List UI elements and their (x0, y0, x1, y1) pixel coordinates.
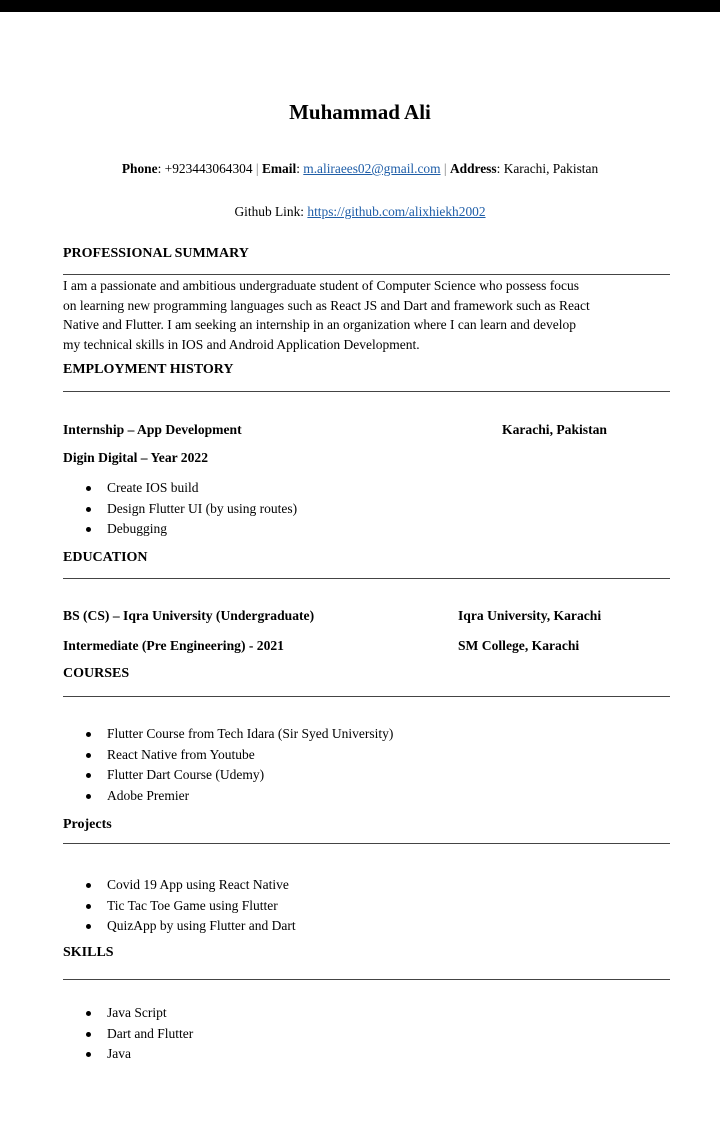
projects-rule (63, 843, 670, 844)
education-degree: BS (CS) – Iqra University (Undergraduate) (63, 608, 315, 623)
employment-role: Internship – App Development (63, 422, 242, 437)
skills-rule (63, 979, 670, 980)
github-link[interactable]: https://github.com/alixhiekh2002 (307, 204, 486, 219)
summary-line: my technical skills in IOS and Android Application Development. (63, 336, 420, 352)
email-label: Email (261, 161, 297, 176)
summary-line: on learning new programming languages such as React JS and Dart and framework such as React (63, 297, 590, 313)
phone-value: +923443064304 (164, 161, 253, 176)
education-institution: Iqra University, Karachi (458, 608, 602, 623)
skills-list (63, 1003, 193, 1065)
summary-paragraph (63, 276, 670, 354)
github-label: Github Link: (234, 204, 305, 219)
projects-list (63, 875, 296, 937)
list-item: Design Flutter UI (by using routes) (63, 499, 297, 520)
courses-heading: COURSES (63, 666, 130, 681)
skills-heading: SKILLS (63, 945, 114, 960)
github-line (0, 204, 720, 220)
list-item: Adobe Premier (63, 786, 393, 807)
list-item: Java (63, 1044, 193, 1065)
list-item: Dart and Flutter (63, 1024, 193, 1045)
resume-name: Muhammad Ali (289, 100, 431, 124)
courses-list (63, 724, 393, 806)
list-item: QuizApp by using Flutter and Dart (63, 916, 296, 937)
list-item: Java Script (63, 1003, 193, 1024)
employment-company: Digin Digital – Year 2022 (63, 450, 208, 465)
education-institution: SM College, Karachi (458, 638, 580, 653)
list-item: React Native from Youtube (63, 745, 393, 766)
courses-rule (63, 696, 670, 697)
employment-location: Karachi, Pakistan (502, 422, 607, 437)
employment-rule (63, 391, 670, 392)
summary-line: I am a passionate and ambitious undergraduate student of Computer Science who possess focus (63, 278, 580, 293)
summary-line: Native and Flutter. I am seeking an internship in an organization where I can learn and develop (63, 317, 576, 333)
address-label: Address (449, 161, 497, 176)
summary-rule (63, 274, 670, 275)
education-rule (63, 578, 670, 579)
address-value: Karachi, Pakistan (503, 161, 599, 176)
education-degree: Intermediate (Pre Engineering) - 2021 (63, 638, 284, 653)
employment-heading: EMPLOYMENT HISTORY (63, 362, 234, 377)
employment-duties-list (63, 478, 297, 540)
list-item: Covid 19 App using React Native (63, 875, 296, 896)
education-heading: EDUCATION (63, 550, 148, 565)
projects-heading: Projects (63, 817, 112, 832)
list-item: Flutter Dart Course (Udemy) (63, 765, 393, 786)
list-item: Debugging (63, 519, 297, 540)
list-item: Flutter Course from Tech Idara (Sir Syed University) (63, 724, 393, 745)
list-item: Create IOS build (63, 478, 297, 499)
top-status-bar (0, 0, 720, 12)
summary-heading: PROFESSIONAL SUMMARY (63, 246, 249, 261)
list-item: Tic Tac Toe Game using Flutter (63, 896, 296, 917)
email-link[interactable]: m.aliraees02@gmail.com (303, 161, 441, 176)
phone-label: Phone (121, 161, 158, 176)
contact-line: Phone: +923443064304 | Email: m.aliraees02@gmail.com | Address: Karachi, Pakistan (121, 161, 599, 176)
